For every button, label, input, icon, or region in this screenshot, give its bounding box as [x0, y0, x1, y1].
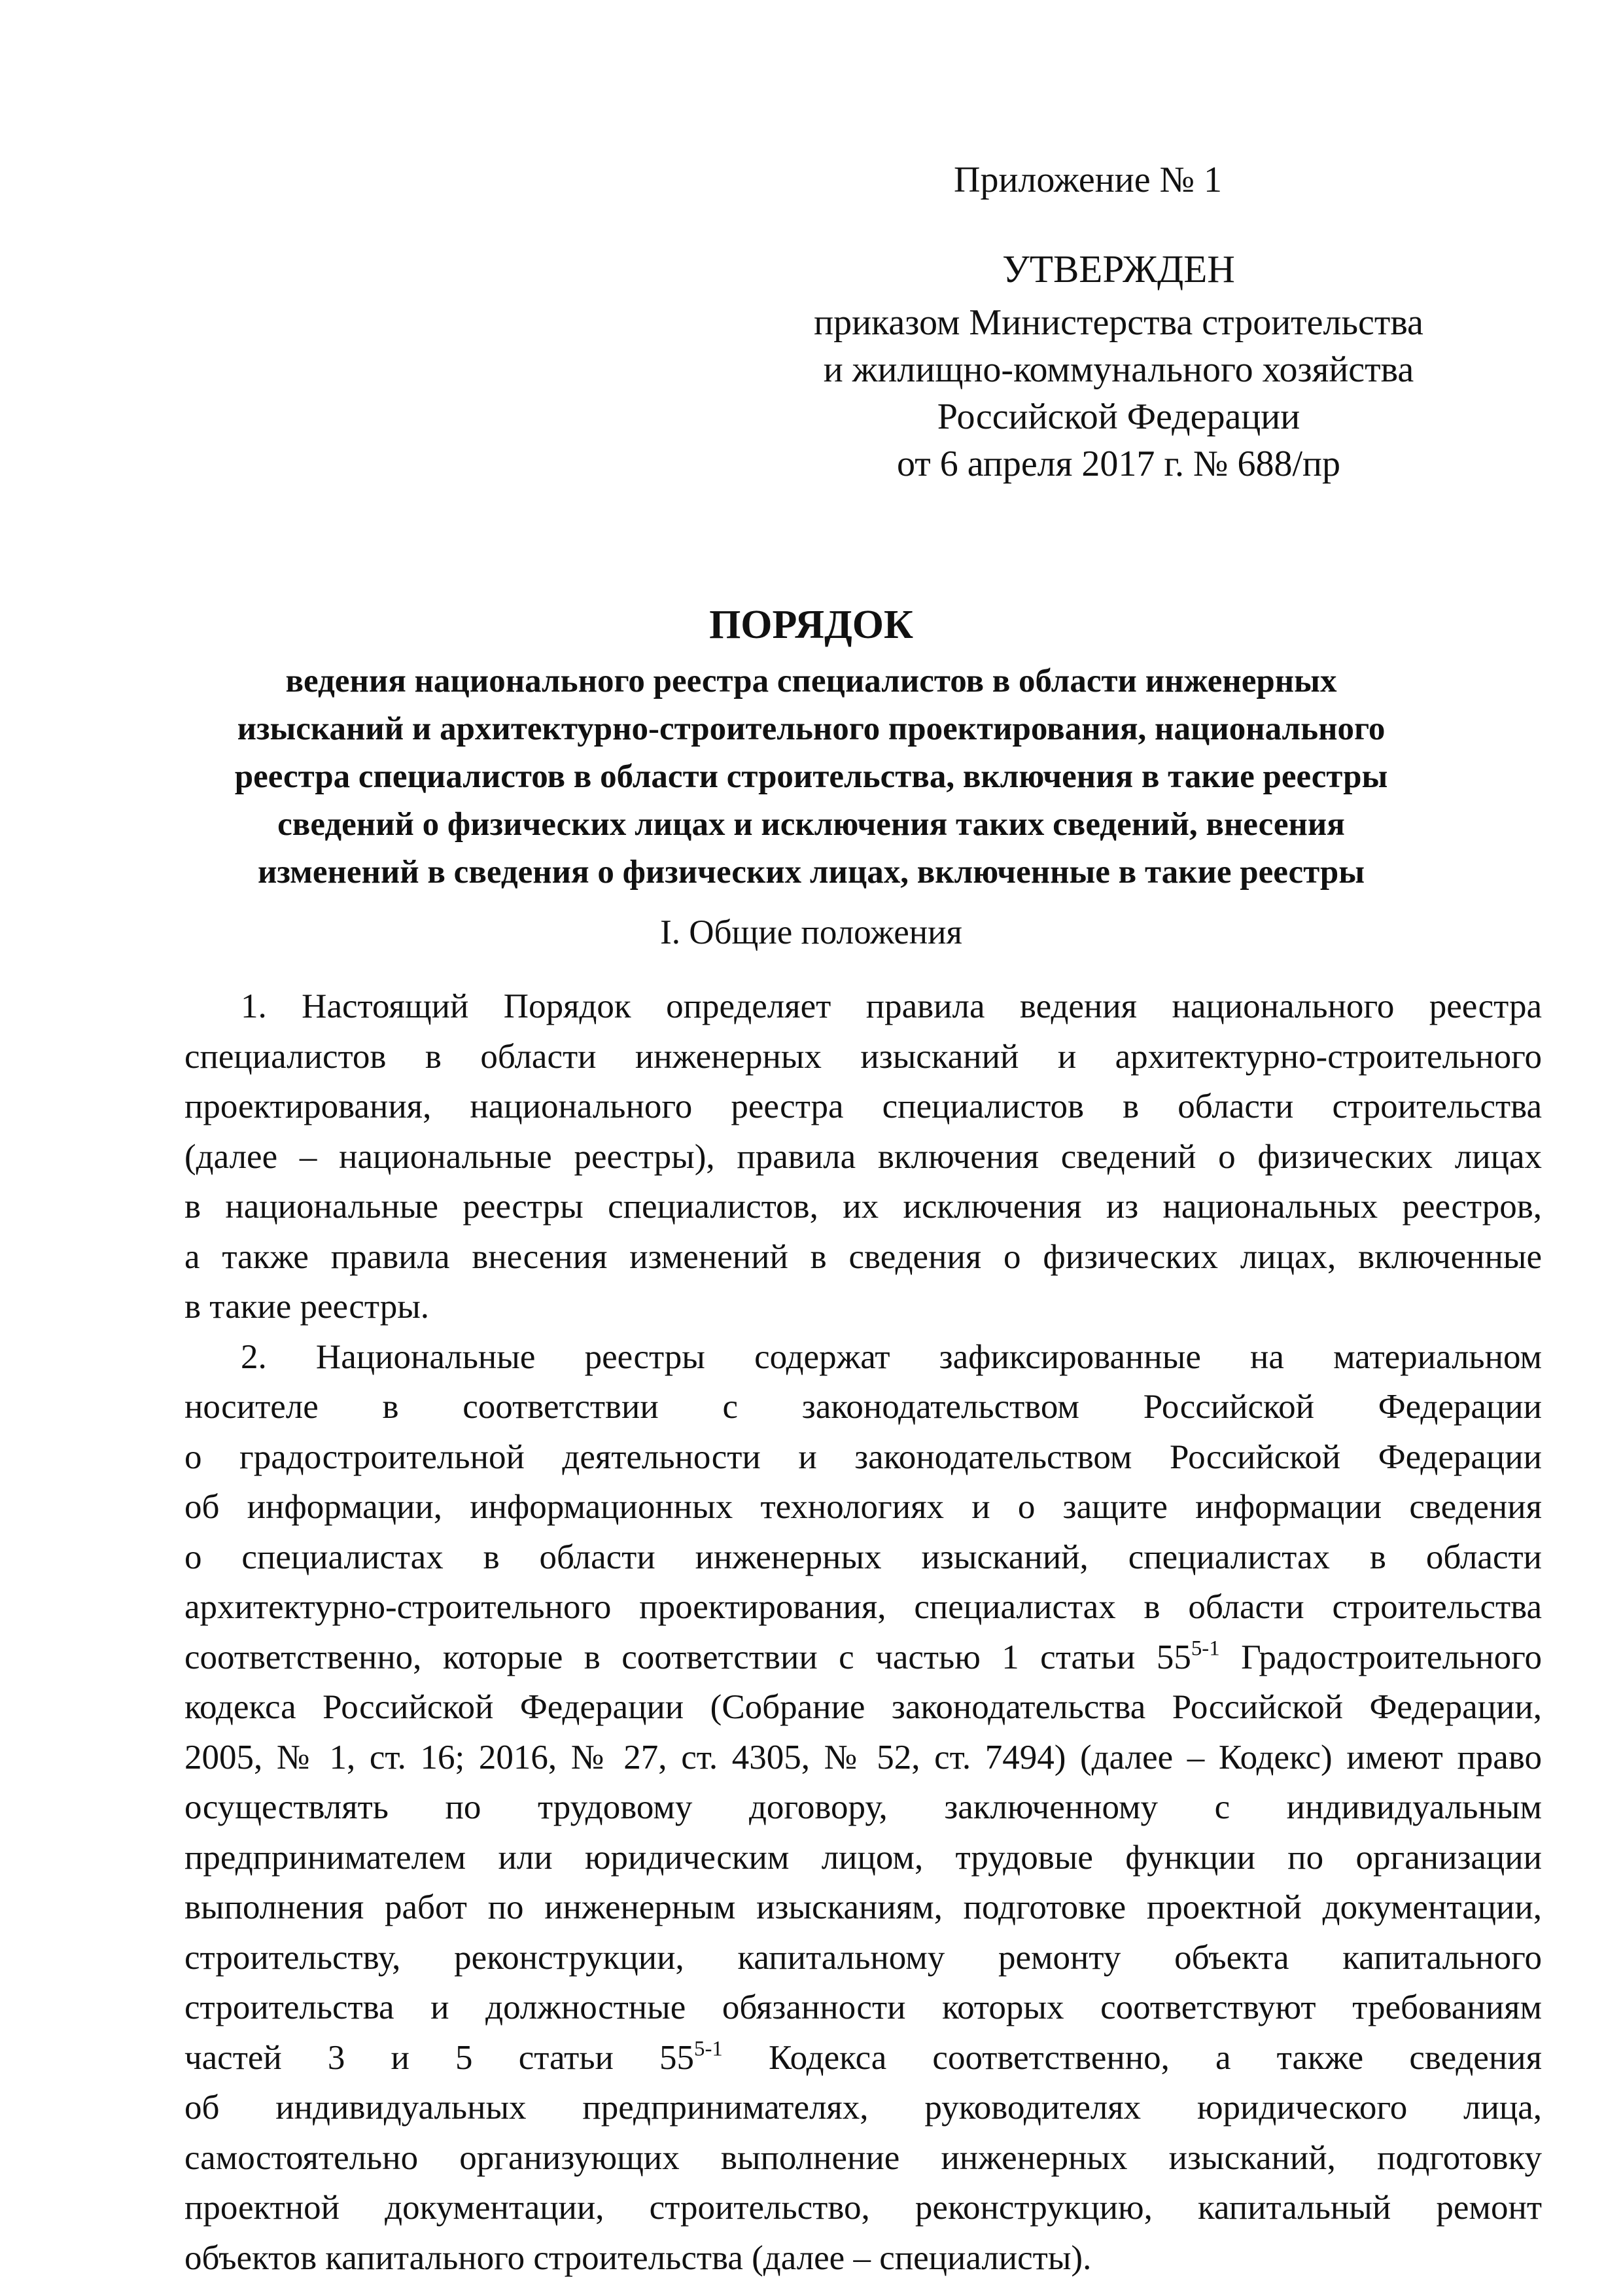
- paragraph-2: [184, 1332, 1542, 2284]
- text-line: проектной документации, строительство, реконструкцию, капитальный ремонт: [184, 2189, 1542, 2227]
- text-line: проектирования, национального реестра специалистов в области строительства: [184, 1087, 1542, 1125]
- text-line-with-article-ref: [184, 2033, 1542, 2083]
- text-line: самостоятельно организующих выполнение инженерных изысканий, подготовку: [184, 2138, 1542, 2177]
- title-main: ПОРЯДОК: [709, 603, 913, 647]
- text-fragment: соответственно, которые в соответствии с частью 1 статьи 55: [184, 1638, 1191, 1676]
- article-superscript: 5-1: [1191, 1636, 1220, 1661]
- title-subtitle-line: реестра специалистов в области строительства, включения в такие реестры: [234, 758, 1388, 795]
- approval-line: приказом Министерства строительства: [814, 302, 1423, 343]
- title-subtitle-line: сведений о физических лицах и исключения таких сведений, внесения: [277, 806, 1345, 843]
- text-line-with-article-ref: [184, 1633, 1542, 1683]
- text-line: 1. Настоящий Порядок определяет правила ведения национального реестра: [241, 987, 1542, 1025]
- text-line: кодекса Российской Федерации (Собрание законодательства Российской Федерации,: [184, 1688, 1542, 1726]
- appendix-label: Приложение № 1: [954, 160, 1222, 200]
- document-body: [184, 981, 1542, 2283]
- text-line: в такие реестры.: [184, 1288, 430, 1326]
- title-subtitle-line: ведения национального реестра специалистов в области инженерных: [285, 663, 1337, 699]
- text-line: 2. Национальные реестры содержат зафиксированные на материальном: [241, 1337, 1542, 1376]
- text-line: архитектурно-строительного проектирования, специалистах в области строительства: [184, 1588, 1542, 1626]
- approval-line: Российской Федерации: [937, 397, 1300, 437]
- text-line: предпринимателем или юридическим лицом, трудовые функции по организации: [184, 1838, 1542, 1877]
- text-line: объектов капитального строительства (далее – специалисты).: [184, 2238, 1092, 2277]
- approval-heading: УТВЕРЖДЕН: [1002, 247, 1235, 291]
- title-subtitle-line: изменений в сведения о физических лицах, включенные в такие реестры: [257, 854, 1365, 891]
- section-heading: I. Общие положения: [660, 913, 962, 951]
- approval-line: и жилищно-коммунального хозяйства: [823, 349, 1414, 390]
- text-line: о специалистах в области инженерных изысканий, специалистах в области: [184, 1538, 1542, 1576]
- text-line: об индивидуальных предпринимателях, руководителях юридического лица,: [184, 2089, 1542, 2127]
- text-fragment: частей 3 и 5 статьи 55: [184, 2038, 695, 2077]
- text-line: выполнения работ по инженерным изысканиям, подготовке проектной документации,: [184, 1888, 1542, 1926]
- text-line: в национальные реестры специалистов, их исключения из национальных реестров,: [184, 1188, 1542, 1226]
- text-line: строительства и должностные обязанности которых соответствуют требованиям: [184, 1988, 1542, 2026]
- text-fragment: Градостроительного: [1219, 1638, 1542, 1676]
- text-line: а также правила внесения изменений в сведения о физических лицах, включенные: [184, 1237, 1542, 1276]
- text-line: строительству, реконструкции, капитальному ремонту объекта капитального: [184, 1938, 1542, 1977]
- approval-stamp-block: [739, 239, 1498, 487]
- text-line: 2005, № 1, ст. 16; 2016, № 27, ст. 4305, № 52, ст. 7494) (далее – Кодекс) имеют право: [184, 1738, 1542, 1776]
- text-line: носителе в соответствии с законодательством Российской Федерации: [184, 1388, 1542, 1426]
- text-line: осуществлять по трудовому договору, заключенному с индивидуальным: [184, 1788, 1542, 1826]
- article-superscript: 5-1: [694, 2037, 723, 2061]
- text-line: о градостроительной деятельности и законодательством Российской Федерации: [184, 1438, 1542, 1476]
- text-line: (далее – национальные реестры), правила включения сведений о физических лицах: [184, 1137, 1542, 1176]
- text-fragment: Кодекса соответственно, а также сведения: [722, 2038, 1542, 2077]
- approval-order-date: от 6 апреля 2017 г. № 688/пр: [897, 444, 1340, 484]
- text-line: специалистов в области инженерных изысканий и архитектурно-строительного: [184, 1037, 1542, 1076]
- text-line: об информации, информационных технологиях и о защите информации сведения: [184, 1488, 1542, 1526]
- paragraph-1: [184, 981, 1542, 1332]
- title-subtitle-line: изысканий и архитектурно-строительного проектирования, национального: [237, 711, 1386, 747]
- document-title: [147, 592, 1475, 896]
